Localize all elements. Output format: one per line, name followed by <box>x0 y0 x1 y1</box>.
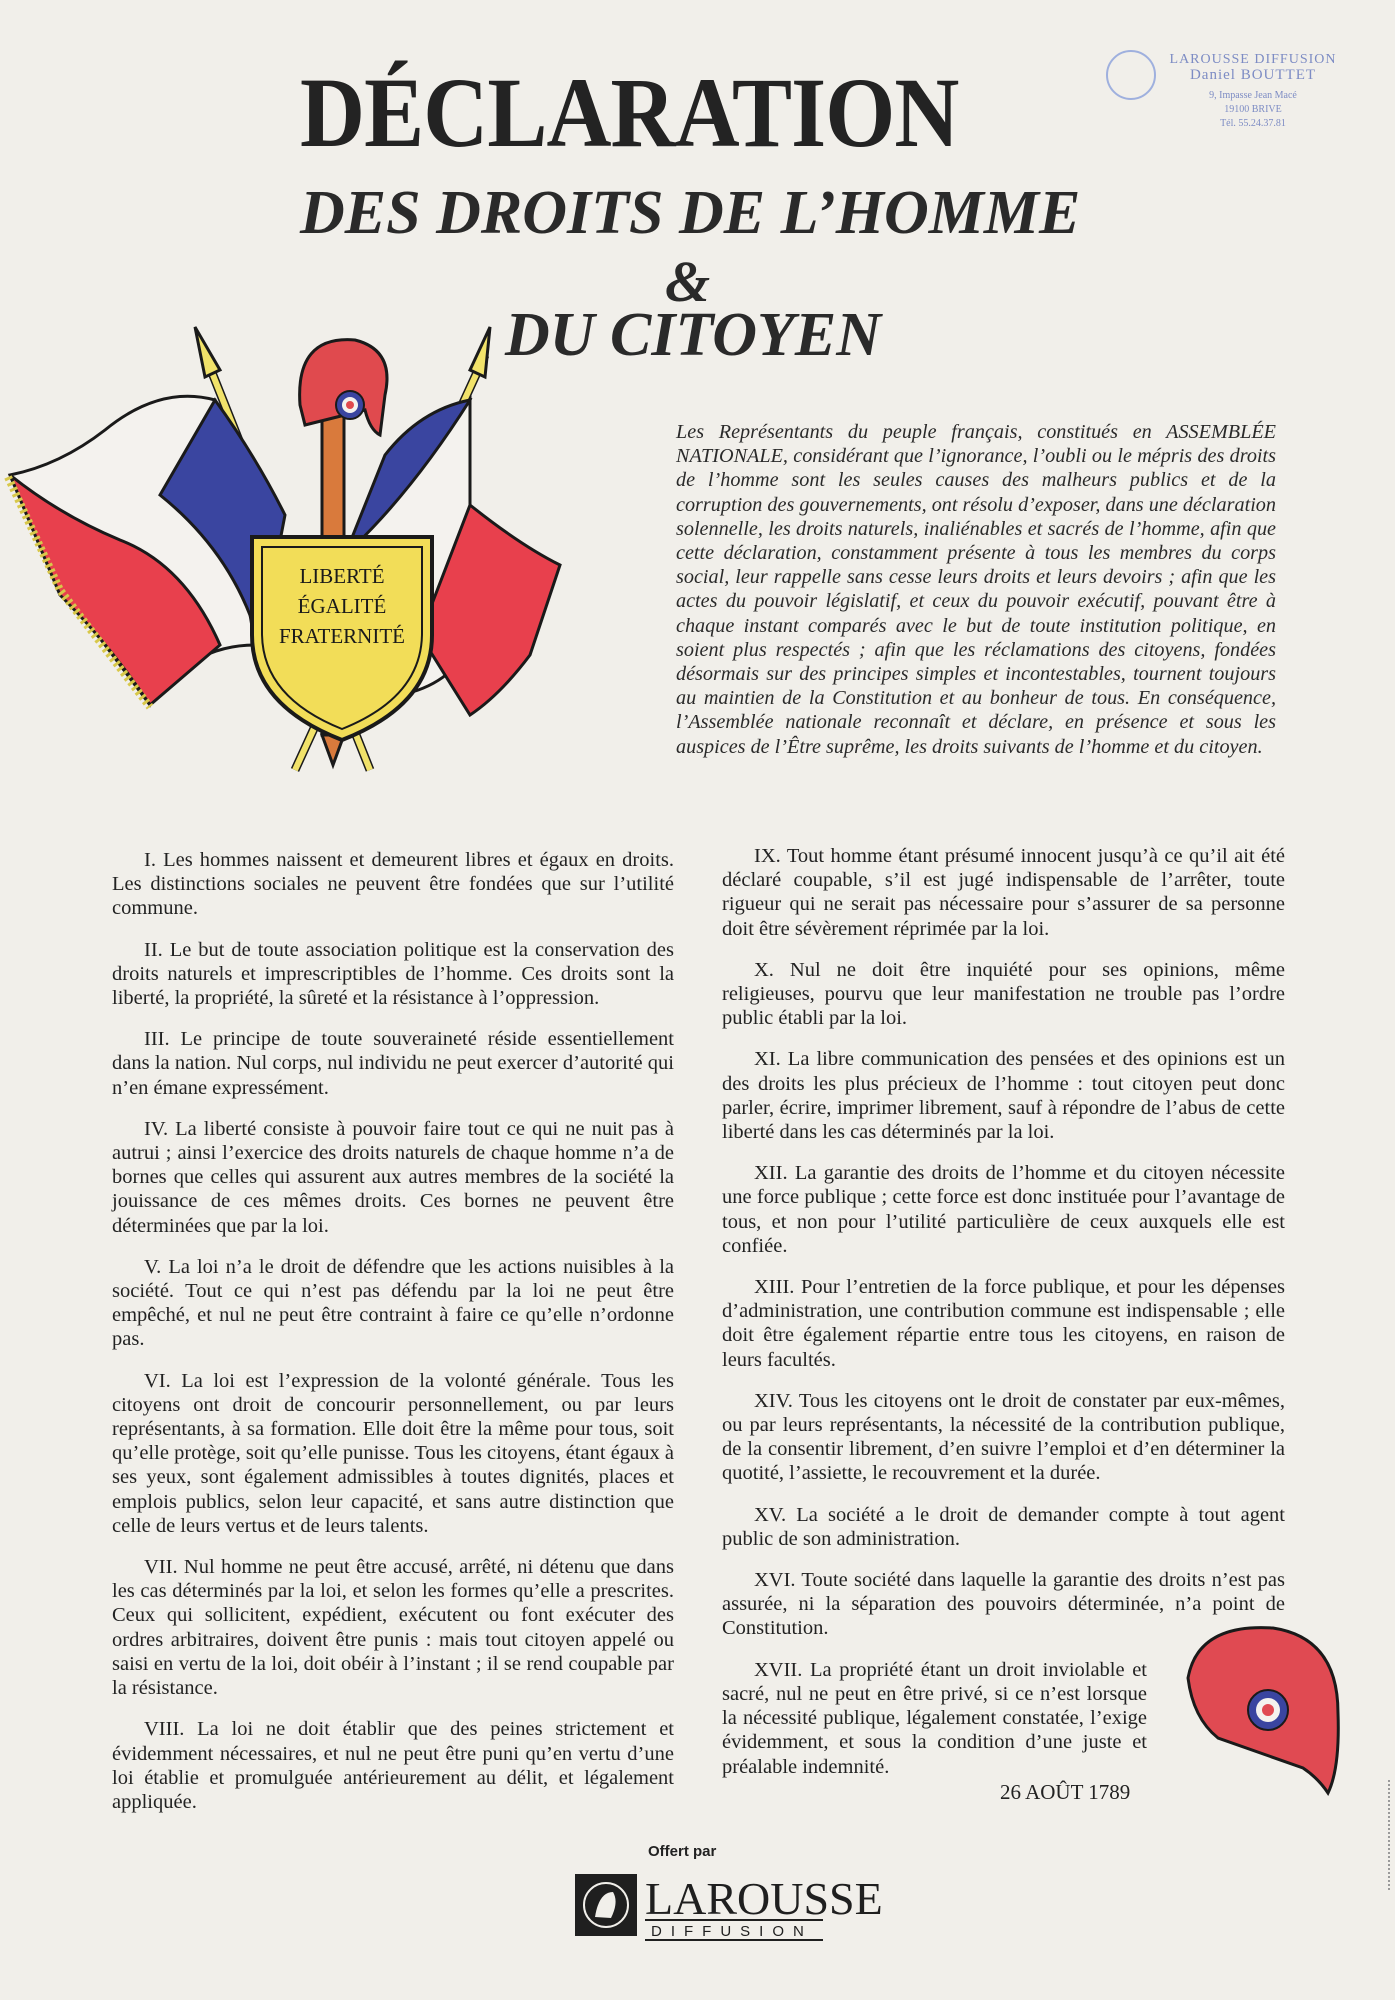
preamble-text: Les Représentants du peuple français, constitués en ASSEMBLÉE NATIONALE, considérant que l’ignorance, l’oubli ou le mépris des droits de l’homme sont les seules causes des malheurs publics et de la corruption des gouvernements, ont résolu d’exposer, dans une déclaration solennelle, les droits naturels, inaliénables et sacrés de l’homme, afin que cette déclaration, constamment présente à tous les membres du corps social, leur rappelle sans cesse leurs droits et leurs devoirs ; afin que les actes du pouvoir législatif, et ceux du pouvoir exécutif, pouvant être à chaque instant comparés avec le but de toute institution politique, en soient plus respectés ; afin que les réclamations des citoyens, fondées désormais sur des principes simples et incontestables, tournent toujours au maintien de la Constitution et au bonheur de tous. En conséquence, l’Assemblée nationale reconnaît et déclare, en présence et sous les auspices de l’Être suprême, les droits suivants de l’homme et du citoyen. <box>676 421 1276 758</box>
article-12: XII. La garantie des droits de l’homme et du citoyen nécessite une force publique ; cette force est donc instituée pour l’avantage de tous, et non pour l’utilité particulière de ceux auxquels elle est confiée. <box>722 1162 1285 1257</box>
article-17: XVII. La propriété étant un droit inviolable et sacré, nul ne peut en être privé, si ce n’est lorsque la nécessité publique, légalement constatée, l’exige évidemment, et sous la condition d’une juste et préalable indemnité. <box>722 1658 1147 1778</box>
stamp-line: Tél. 55.24.37.81 <box>1220 118 1286 129</box>
article-14: XIV. Tous les citoyens ont le droit de constater par eux-mêmes, ou par leurs représentants, la nécessité de la contribution publique, de la consentir librement, d’en suivre l’emploi et d’en déterminer la quotité, l’assiette, le recouvrement et la durée. <box>722 1389 1285 1485</box>
articles-left-column <box>112 848 674 1831</box>
distributor-stamp <box>1098 48 1338 140</box>
page-subtitle-ampersand: & <box>665 249 711 314</box>
stamp-seal-icon <box>1106 50 1156 100</box>
shield-motto-fraternite: FRATERNITÉ <box>279 624 405 648</box>
article-3: III. Le principe de toute souveraineté réside essentiellement dans la nation. Nul corps, nul individu ne peut exercer d’autorité qui n’en émane expressément. <box>112 1028 674 1099</box>
article-10: X. Nul ne doit être inquiété pour ses opinions, même religieuses, pourvu que leur manifestation ne trouble pas l’ordre public établi par la loi. <box>722 958 1285 1030</box>
article-6: VI. La loi est l’expression de la volonté générale. Tous les citoyens ont droit de concourir personnellement, ou par leurs représentants, à sa formation. Elle doit être la même pour tous, soit qu’elle protège, soit qu’elle punisse. Tous les citoyens, étant égaux à ses yeux, sont également admissibles à toutes dignités, places et emplois publics, selon leur capacité, et sans autre distinction que celle de leurs vertus et de leurs talents. <box>112 1369 674 1537</box>
svg-text:LAROUSSE: LAROUSSE <box>645 1873 883 1924</box>
article-4: IV. La liberté consiste à pouvoir faire tout ce qui ne nuit pas à autrui ; ainsi l’exercice des droits naturels de chaque homme n’a de bornes que celles qui assurent aux autres membres de la société la jouissance de ces mêmes droits. Ces bornes ne peuvent être déterminées que par la loi. <box>112 1117 674 1237</box>
stamp-line: LAROUSSE DIFFUSION <box>1169 52 1337 67</box>
page-title: DÉCLARATION <box>300 57 959 168</box>
article-8: VIII. La loi ne doit établir que des peines strictement et évidemment nécessaires, et nul ne peut être puni qu’en vertu d’une loi établie et promulguée antérieurement au délit, et légalement appliquée. <box>112 1718 674 1813</box>
stamp-line: Daniel BOUTTET <box>1189 67 1317 83</box>
article-9: IX. Tout homme étant présumé innocent jusqu’à ce qu’il ait été déclaré coupable, s’il est jugé indispensable de l’arrêter, toute rigueur qui ne serait pas nécessaire pour s’assurer de sa personne doit être sévèrement réprimée par la loi. <box>722 845 1285 940</box>
flags-emblem-illustration <box>0 315 470 815</box>
offered-by-label: Offert par <box>648 1843 717 1860</box>
svg-text:DIFFUSION: DIFFUSION <box>651 1923 813 1940</box>
page-subtitle-line2: DU CITOYEN <box>505 301 882 369</box>
article-5: V. La loi n’a le droit de défendre que les actions nuisibles à la société. Tout ce qui n’est pas défendu par la loi ne peut être empêché, et nul ne peut être contraint à faire ce qu’elle n’ordonne pas. <box>112 1255 674 1351</box>
article-13: XIII. Pour l’entretien de la force publique, et pour les dépenses d’administration, une contribution commune est indispensable ; elle doit être également répartie entre tous les citoyens, en raison de leurs facultés. <box>722 1276 1285 1371</box>
larousse-diffusion-logo <box>573 1862 883 1944</box>
stamp-line: 9, Impasse Jean Macé <box>1209 90 1297 101</box>
phrygian-cap-icon <box>1178 1618 1348 1803</box>
page-subtitle-line1: DES DROITS DE L’HOMME <box>300 179 1081 247</box>
stamp-line: 19100 BRIVE <box>1224 104 1282 115</box>
article-7: VII. Nul homme ne peut être accusé, arrêté, ni détenu que dans les cas déterminés par la loi, et selon les formes qu’elle a prescrites. Ceux qui sollicitent, expédient, exécutent ou font exécuter des ordres arbitraires, doivent être punis : mais tout citoyen appelé ou saisi en vertu de la loi, doit obéir à l’instant ; il se rend coupable par la résistance. <box>112 1556 674 1700</box>
article-11: XI. La libre communication des pensées et des opinions est un des droits les plus précieux de l’homme : tout citoyen peut donc parler, écrire, imprimer librement, sauf à répondre de l’abus de cette liberté dans les cas déterminés par la loi. <box>722 1048 1285 1144</box>
shield-motto-liberte: LIBERTÉ <box>299 564 385 588</box>
declaration-date: 26 AOÛT 1789 <box>1000 1780 1131 1804</box>
article-16: XVI. Toute société dans laquelle la garantie des droits n’est pas assurée, ni la séparation des pouvoirs déterminée, n’a point de Constitution. <box>722 1569 1285 1640</box>
article-1: I. Les hommes naissent et demeurent libres et égaux en droits. Les distinctions sociales ne peuvent être fondées que sur l’utilité commune. <box>112 849 674 920</box>
article-15: XV. La société a le droit de demander compte à tout agent public de son administration. <box>722 1503 1285 1550</box>
shield-motto-egalite: ÉGALITÉ <box>297 594 387 618</box>
article-2: II. Le but de toute association politique est la conservation des droits naturels et imprescriptibles de l’homme. Ces droits sont la liberté, la propriété, la sûreté et la résistance à l’oppression. <box>112 938 674 1010</box>
printer-credit-mark <box>1385 1780 1393 1890</box>
